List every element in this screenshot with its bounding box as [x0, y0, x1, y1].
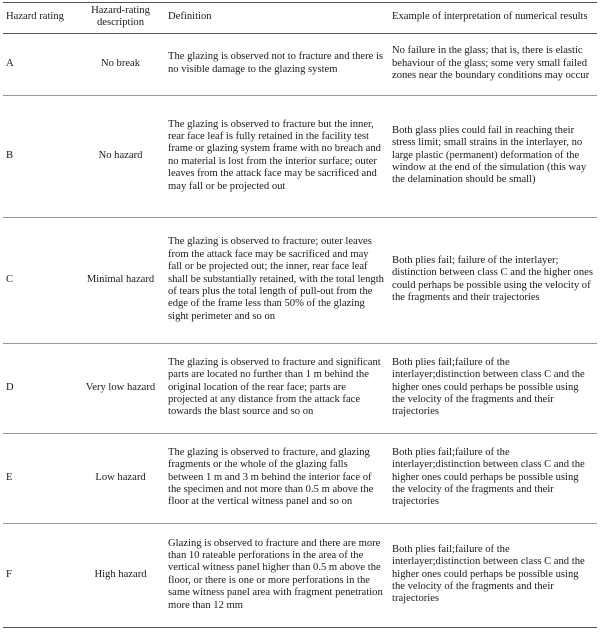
cell-example: Both plies fail;failure of the interlayer;distinction between class C and the higher ones could perhaps be possible using the velocity of the fragments and their trajectories	[392, 446, 585, 508]
cell-hazard-rating: E	[6, 471, 13, 483]
cell-hazard-rating: F	[6, 568, 12, 580]
cell-example: Both glass plies could fail in reaching their stress limit; small strains in the interlayer, no large plastic (permanent) deformation of the window at the end of the simulation (this way the delamination should be small)	[392, 124, 587, 186]
cell-hazard-description: Very low hazard	[85, 381, 156, 393]
header-hazard-rating-description: Hazard-rating description	[91, 5, 150, 29]
header-example-interpretation: Example of interpretation of numerical results	[392, 11, 588, 23]
cell-definition: The glazing is observed to fracture; outer leaves from the attack face may be sacrificed and may fall or be projected out; the inner, rear face leaf shall be substantially retained, with the total length of tears plus the total length of pull-out from the edge of the frame less than 50% of the glazing sight perimeter and so on	[168, 236, 384, 322]
hazard-rating-table	[3, 2, 597, 628]
cell-hazard-rating: C	[6, 273, 14, 285]
header-definition: Definition	[168, 11, 212, 23]
table-row	[3, 95, 597, 217]
cell-example: Both plies fail;failure of the interlayer;distinction between class C and the higher ones could perhaps be possible using the velocity of the fragments and their trajectories	[392, 543, 585, 605]
cell-definition: The glazing is observed to fracture, and glazing fragments or the whole of the glazing falls between 1 m and 3 m behind the interior face of the specimen and not more than 0.5 m above the floor at the vertical witness panel and so on	[168, 446, 374, 508]
table-row	[3, 217, 597, 343]
header-row	[3, 3, 597, 34]
table-header	[3, 3, 597, 34]
header-hazard-rating: Hazard rating	[6, 11, 64, 23]
cell-hazard-rating: D	[6, 381, 14, 393]
cell-definition: The glazing is observed to fracture and significant parts are located no further than 1 m behind the original location of the rear face; parts are projected at any distance from the attack face towards the blast source and so on	[168, 356, 381, 418]
cell-hazard-description: No break	[100, 57, 141, 69]
cell-hazard-description: No hazard	[98, 149, 143, 161]
cell-example: No failure in the glass; that is, there is elastic behaviour of the glass; some very small failed zones near the boundary conditions may occur	[392, 45, 590, 82]
table-row	[3, 523, 597, 627]
table-row	[3, 33, 597, 95]
table-body	[3, 33, 597, 627]
table-row	[3, 343, 597, 433]
cell-hazard-description: Minimal hazard	[86, 273, 155, 285]
table-row	[3, 433, 597, 523]
cell-hazard-rating: B	[6, 149, 14, 161]
cell-definition: The glazing is observed not to fracture and there is no visible damage to the glazing system	[168, 51, 384, 75]
cell-example: Both plies fail;failure of the interlayer;distinction between class C and the higher ones could perhaps be possible using the velocity of the fragments and their trajectories	[392, 356, 585, 418]
cell-hazard-description: Low hazard	[95, 471, 146, 483]
cell-example: Both plies fail; failure of the interlayer; distinction between class C and the higher ones could perhaps be possible using the velocity of the fragments and their trajectories	[392, 255, 593, 304]
cell-definition: The glazing is observed to fracture but the inner, rear face leaf is fully retained in the facility test frame or glazing system frame with no breach and no material is lost from the interior surface; outer leaves from the attack face may be sacrificed and may fall or be projected out	[168, 118, 381, 192]
cell-definition: Glazing is observed to fracture and there are more than 10 rateable perforations in the area of the vertical witness panel higher than 0.5 m above the floor, or there is one or more perforations in the same witness panel area with fragment penetration more than 12 mm	[168, 537, 383, 611]
cell-hazard-description: High hazard	[94, 568, 147, 580]
cell-hazard-rating: A	[6, 57, 14, 69]
